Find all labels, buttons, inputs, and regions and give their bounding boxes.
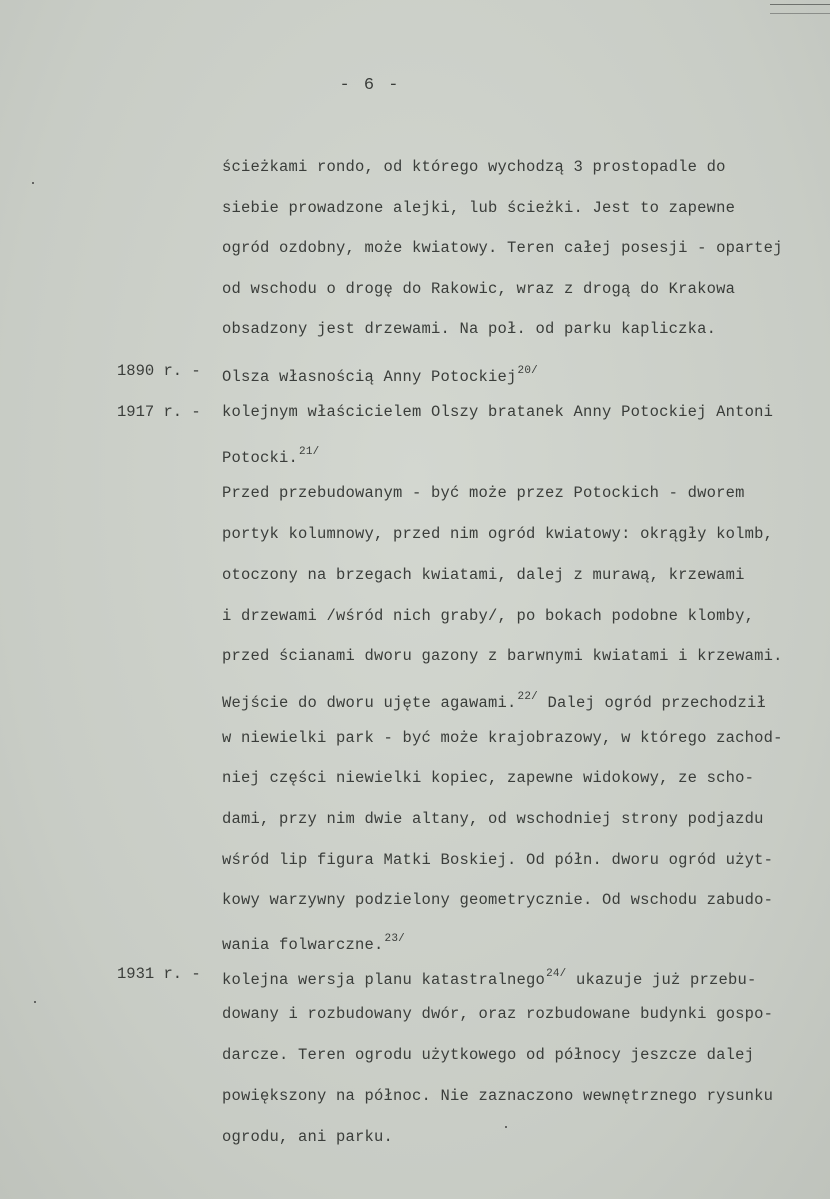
- text-line: od wschodu o drogę do Rakowic, wraz z drogą do Krakowa: [222, 280, 736, 298]
- text-line: [222, 443, 319, 467]
- edge-mark: [770, 13, 830, 14]
- text-line: darcze. Teren ogrodu użytkowego od północy jeszcze dalej: [222, 1046, 755, 1064]
- footnote-ref: 22/: [517, 691, 538, 703]
- text-line: kowy warzywny podzielony geometrycznie. Od wschodu zabudo-: [222, 891, 774, 909]
- entry-date: 1890 r. -: [117, 362, 201, 380]
- text-line: [222, 930, 405, 954]
- text-line: siebie prowadzone alejki, lub ścieżki. Jest to zapewne: [222, 199, 736, 217]
- text-line: Przed przebudowanym - być może przez Potockich - dworem: [222, 484, 745, 502]
- text-line: wśród lip figura Matki Boskiej. Od półn. dworu ogród użyt-: [222, 851, 774, 869]
- footnote-ref: 20/: [517, 365, 538, 377]
- text-line: dowany i rozbudowany dwór, oraz rozbudowane budynki gospo-: [222, 1005, 774, 1023]
- text-line: obsadzony jest drzewami. Na poł. od parku kapliczka.: [222, 320, 717, 338]
- text-line: dami, przy nim dwie altany, od wschodniej strony podjazdu: [222, 810, 764, 828]
- edge-mark: [770, 4, 830, 5]
- text-line: portyk kolumnowy, przed nim ogród kwiatowy: okrągły kolmb,: [222, 525, 774, 543]
- text-line: niej części niewielki kopiec, zapewne widokowy, ze scho-: [222, 769, 755, 787]
- text-line: kolejnym właścicielem Olszy bratanek Anny Potockiej Antoni: [222, 403, 774, 421]
- text-line: [222, 688, 766, 712]
- text-span: Wejście do dworu ujęte agawami.: [222, 694, 517, 712]
- text-span: kolejna wersja planu katastralnego: [222, 971, 546, 989]
- page-number: - 6 -: [339, 76, 401, 95]
- entry-text: Potocki.: [222, 449, 299, 467]
- text-span: wania folwarczne.: [222, 936, 384, 954]
- text-line: przed ścianami dworu gazony z barwnymi kwiatami i krzewami.: [222, 647, 783, 665]
- entry-date: 1931 r. -: [117, 965, 201, 983]
- text-line: powiększony na północ. Nie zaznaczono wewnętrznego rysunku: [222, 1087, 774, 1105]
- text-line: ogrodu, ani parku.: [222, 1128, 394, 1146]
- footnote-ref: 21/: [299, 446, 320, 458]
- text-line: ogród ozdobny, może kwiatowy. Teren całej posesji - opartej: [222, 239, 783, 257]
- text-line: [222, 965, 757, 989]
- footnote-ref: 24/: [546, 968, 567, 980]
- footnote-ref: 23/: [384, 933, 405, 945]
- entry-text: Olsza własnością Anny Potockiej: [222, 368, 517, 386]
- entry-date: 1917 r. -: [117, 403, 201, 421]
- speck: [32, 182, 34, 184]
- speck: [34, 1001, 36, 1003]
- text-line: i drzewami /wśród nich graby/, po bokach podobne klomby,: [222, 607, 755, 625]
- text-span: Dalej ogród przechodził: [547, 694, 767, 712]
- text-line: [222, 362, 538, 386]
- text-span: ukazuje już przebu-: [575, 971, 757, 989]
- text-line: ścieżkami rondo, od którego wychodzą 3 prostopadle do: [222, 158, 726, 176]
- text-line: w niewielki park - być może krajobrazowy, w którego zachod-: [222, 729, 783, 747]
- speck: [505, 1126, 507, 1128]
- text-line: otoczony na brzegach kwiatami, dalej z murawą, krzewami: [222, 566, 745, 584]
